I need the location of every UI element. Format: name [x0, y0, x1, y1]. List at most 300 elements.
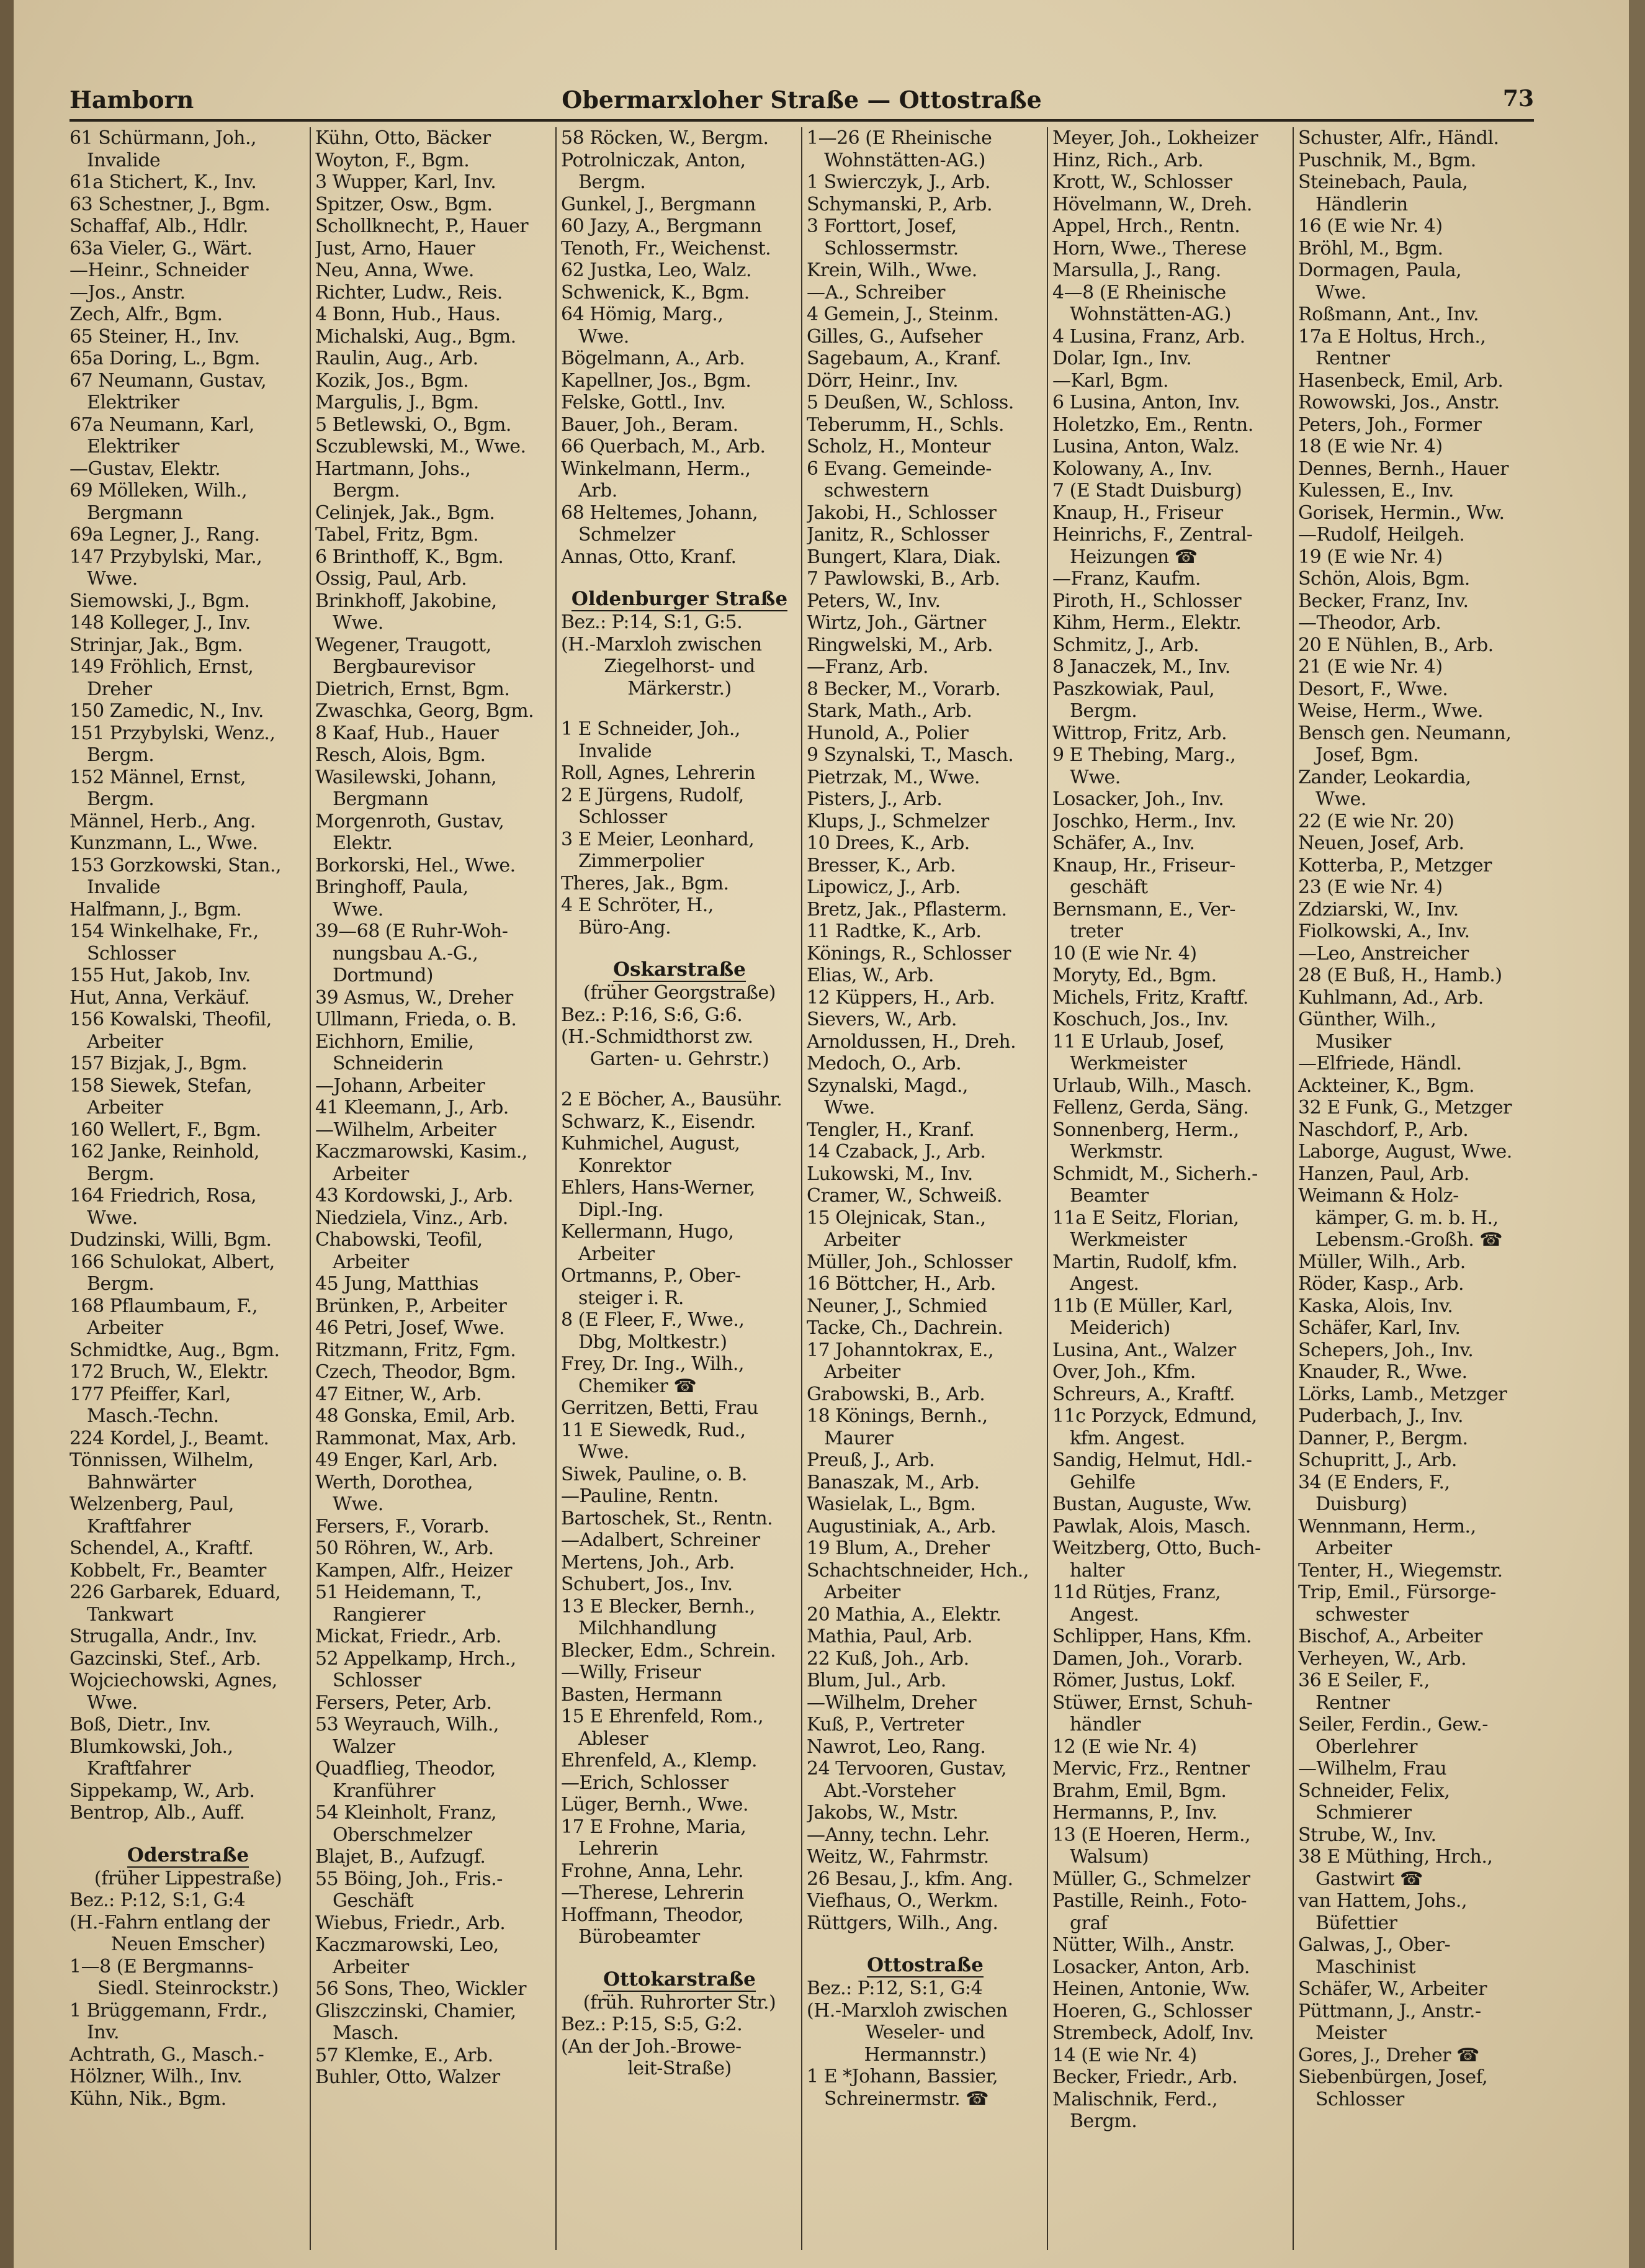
directory-entry: Röder, Kasp., Arb.	[1298, 1273, 1464, 1295]
directory-entry: 6 Brinthoff, K., Bgm.	[315, 546, 504, 568]
directory-entry: Schäfer, W., Arbeiter	[1298, 1978, 1487, 2000]
directory-entry: Ullmann, Frieda, o. B.	[315, 1009, 517, 1030]
directory-entry: Blajet, B., Aufzugf.	[315, 1846, 486, 1868]
directory-entry: Bretz, Jak., Pflasterm.	[807, 898, 1007, 920]
directory-entry: 46 Petri, Josef, Wwe.	[315, 1317, 505, 1339]
directory-entry: —Therese, Lehrerin	[561, 1882, 744, 1904]
directory-entry: 55 Böing, Joh., Fris.-	[315, 1868, 503, 1890]
header-district: Hamborn	[69, 86, 194, 114]
directory-entry: Brahm, Emil, Bgm.	[1052, 1780, 1227, 1802]
directory-entry: 8 Becker, M., Vorarb.	[807, 678, 1001, 700]
directory-entry: Puschnik, M., Bgm.	[1298, 149, 1476, 171]
directory-entry: 22 (E wie Nr. 20)	[1298, 810, 1455, 832]
directory-entry: 10 Drees, K., Arb.	[807, 832, 970, 854]
directory-entry: Kozik, Jos., Bgm.	[315, 369, 469, 392]
entry-continuation: Arbeiter	[824, 1361, 900, 1383]
directory-entry: Mickat, Friedr., Arb.	[315, 1626, 501, 1647]
entry-continuation: Inv.	[87, 2022, 120, 2043]
entry-continuation: Arbeiter	[333, 1251, 409, 1273]
directory-entry: 5 Deußen, W., Schloss.	[807, 392, 1014, 413]
entry-continuation: Arbeiter	[333, 1163, 409, 1185]
directory-entry: Malischnik, Ferd.,	[1052, 2088, 1218, 2110]
entry-continuation: Zimmerpolier	[578, 850, 704, 872]
directory-entry: 39 Asmus, W., Dreher	[315, 986, 513, 1009]
directory-entry: 158 Siewek, Stefan,	[69, 1074, 253, 1097]
directory-entry: —Leo, Anstreicher	[1298, 942, 1469, 965]
directory-entry: Krein, Wilh., Wwe.	[807, 259, 977, 281]
street-heading	[561, 587, 798, 611]
directory-entry: Könings, R., Schlosser	[807, 942, 1011, 965]
directory-entry: Neu, Anna, Wwe.	[315, 259, 474, 281]
directory-entry: Ossig, Paul, Arb.	[315, 568, 467, 590]
directory-entry: Kuhlmann, Ad., Arb.	[1298, 986, 1484, 1009]
directory-entry: Peters, W., Inv.	[807, 590, 941, 612]
directory-entry: Becker, Friedr., Arb.	[1052, 2066, 1238, 2088]
directory-entry: Pastille, Reinh., Foto-	[1052, 1890, 1247, 1912]
directory-entry: Zwaschka, Georg, Bgm.	[315, 700, 534, 722]
directory-entry: Horn, Wwe., Therese	[1052, 237, 1247, 259]
directory-entry: Over, Joh., Kfm.	[1052, 1361, 1196, 1383]
directory-entry: Ackteiner, K., Bgm.	[1298, 1074, 1474, 1097]
directory-entry: 14 (E wie Nr. 4)	[1052, 2044, 1197, 2066]
directory-entry: 62 Justka, Leo, Walz.	[561, 259, 752, 281]
directory-entry: 47 Eitner, W., Arb.	[315, 1383, 482, 1405]
directory-entry: Morgenroth, Gustav,	[315, 810, 504, 832]
directory-entry: Kulessen, E., Inv.	[1298, 480, 1454, 502]
directory-entry: Quadflieg, Theodor,	[315, 1758, 496, 1780]
directory-entry: 58 Röcken, W., Bergm.	[561, 127, 769, 149]
directory-entry: 66 Querbach, M., Arb.	[561, 436, 766, 457]
directory-entry: Hut, Anna, Verkäuf.	[69, 986, 250, 1009]
section-gap	[807, 1934, 1044, 1953]
directory-entry: Bischof, A., Arbeiter	[1298, 1626, 1482, 1647]
directory-entry: Kuß, P., Vertreter	[807, 1714, 964, 1735]
directory-entry: Seiler, Ferdin., Gew.-	[1298, 1714, 1488, 1735]
directory-entry: Wirtz, Joh., Gärtner	[807, 612, 986, 634]
directory-entry: Kuhmichel, August,	[561, 1133, 740, 1154]
directory-entry: —Wilhelm, Frau	[1298, 1758, 1447, 1780]
directory-entry: 34 (E Enders, F.,	[1298, 1471, 1450, 1493]
entry-continuation: Schmierer	[1316, 1802, 1412, 1824]
column-3	[561, 127, 798, 2250]
directory-entry: Fiolkowski, A., Inv.	[1298, 920, 1470, 942]
directory-entry: 13 E Blecker, Bernh.,	[561, 1595, 755, 1618]
directory-entry: Sippekamp, W., Arb.	[69, 1780, 255, 1802]
entry-continuation: Invalide	[87, 876, 161, 898]
entry-continuation: Wwe.	[1316, 281, 1366, 304]
section-gap	[561, 1070, 798, 1089]
directory-entry: Damen, Joh., Vorarb.	[1052, 1647, 1243, 1670]
entry-continuation: Rentner	[1316, 348, 1390, 369]
directory-entry: 4 Gemein, J., Steinm.	[807, 304, 999, 325]
directory-entry: Galwas, J., Ober-	[1298, 1934, 1451, 1956]
directory-entry: Bungert, Klara, Diak.	[807, 546, 1002, 568]
directory-entry: Stark, Math., Arb.	[807, 700, 972, 722]
directory-entry: Strembeck, Adolf, Inv.	[1052, 2022, 1254, 2044]
directory-entry: Männel, Herb., Ang.	[69, 810, 256, 832]
directory-entry: Woyton, F., Bgm.	[315, 149, 470, 171]
directory-entry: (H.-Marxloh zwischen	[561, 633, 762, 655]
directory-entry: Hoffmann, Theodor,	[561, 1904, 744, 1926]
entry-continuation: Werkmstr.	[1070, 1141, 1163, 1163]
directory-entry: Pisters, J., Arb.	[807, 788, 943, 810]
directory-entry: 50 Röhren, W., Arb.	[315, 1537, 494, 1559]
entry-continuation: Kraftfahrer	[87, 1758, 191, 1780]
directory-entry: Hasenbeck, Emil, Arb.	[1298, 369, 1504, 392]
entry-continuation: Wwe.	[87, 1207, 138, 1229]
column-rule	[1293, 127, 1294, 2250]
directory-entry: 41 Kleemann, J., Arb.	[315, 1097, 509, 1118]
directory-entry: Schepers, Joh., Inv.	[1298, 1339, 1474, 1361]
directory-entry: 8 (E Fleer, F., Wwe.,	[561, 1309, 745, 1331]
entry-continuation: Arbeiter	[87, 1317, 163, 1339]
entry-continuation: Dortmund)	[333, 965, 434, 986]
entry-continuation: Arbeiter	[824, 1582, 900, 1603]
directory-entry: Blum, Jul., Arb.	[807, 1670, 946, 1691]
directory-entry: Schäfer, Karl, Inv.	[1298, 1317, 1461, 1339]
directory-entry: 18 (E wie Nr. 4)	[1298, 436, 1443, 457]
directory-entry: Siwek, Pauline, o. B.	[561, 1463, 747, 1485]
directory-entry: Tacke, Ch., Dachrein.	[807, 1317, 1003, 1339]
directory-entry: Michalski, Aug., Bgm.	[315, 325, 516, 348]
directory-entry: Krott, W., Schlosser	[1052, 171, 1232, 193]
directory-entry: —Elfriede, Händl.	[1298, 1053, 1462, 1074]
entry-continuation: Büro-Ang.	[578, 916, 671, 938]
entry-continuation: nungsbau A.-G.,	[333, 942, 478, 965]
directory-entry: Nawrot, Leo, Rang.	[807, 1735, 986, 1758]
directory-entry: Tenter, H., Wiegemstr.	[1298, 1559, 1503, 1582]
entry-continuation: Ableser	[578, 1727, 648, 1750]
entry-continuation: Musiker	[1316, 1030, 1391, 1053]
directory-entry: 15 Olejnicak, Stan.,	[807, 1207, 986, 1229]
directory-entry: Gilles, G., Aufseher	[807, 325, 983, 348]
directory-entry: Cramer, W., Schweiß.	[807, 1185, 1002, 1207]
directory-entry: Sandig, Helmut, Hdl.-	[1052, 1449, 1252, 1471]
entry-continuation: Elektriker	[87, 436, 179, 457]
entry-continuation: Walzer	[333, 1735, 395, 1758]
directory-entry: Zander, Leokardia,	[1298, 766, 1471, 788]
directory-entry: Bresser, K., Arb.	[807, 854, 956, 876]
directory-entry: Just, Arno, Hauer	[315, 237, 475, 259]
column-5	[1052, 127, 1289, 2250]
entry-continuation: Werkmeister	[1070, 1229, 1187, 1251]
directory-entry: Roll, Agnes, Lehrerin	[561, 762, 756, 784]
directory-entry: Weimann & Holz-	[1298, 1185, 1459, 1207]
entry-continuation: Bergm.	[578, 171, 646, 193]
street-heading	[561, 1967, 798, 1992]
directory-entry: Margulis, J., Bgm.	[315, 392, 479, 413]
directory-entry: Szynalski, Magd.,	[807, 1074, 968, 1097]
entry-continuation: Bergbaurevisor	[333, 656, 475, 678]
directory-entry: Zdziarski, W., Inv.	[1298, 898, 1459, 920]
directory-entry: Boß, Dietr., Inv.	[69, 1714, 211, 1735]
directory-entry: Strinjar, Jak., Bgm.	[69, 634, 243, 656]
directory-entry: Sczublewski, M., Wwe.	[315, 436, 526, 457]
directory-entry: Neuner, J., Schmied	[807, 1295, 987, 1317]
entry-continuation: Rentner	[1316, 1691, 1390, 1714]
directory-entry: Siemowski, J., Bgm.	[69, 590, 250, 612]
directory-entry: Ringwelski, M., Arb.	[807, 634, 993, 656]
directory-entry: Teberumm, H., Schls.	[807, 413, 1004, 436]
directory-entry: 11a E Seitz, Florian,	[1052, 1207, 1239, 1229]
directory-entry: 9 Szynalski, T., Masch.	[807, 744, 1014, 766]
directory-entry: 61 Schürmann, Joh.,	[69, 127, 257, 149]
directory-entry: Annas, Otto, Kranf.	[561, 546, 737, 568]
directory-entry: 157 Bizjak, J., Bgm.	[69, 1053, 248, 1074]
directory-entry: 2 E Böcher, A., Bausühr.	[561, 1089, 782, 1110]
directory-entry: Blecker, Edm., Schrein.	[561, 1639, 776, 1662]
entry-continuation: halter	[1070, 1559, 1124, 1582]
directory-entry: 64 Hömig, Marg.,	[561, 304, 724, 325]
entry-continuation: Bergmann	[87, 502, 183, 524]
directory-entry: 9 E Thebing, Marg.,	[1052, 744, 1236, 766]
entry-continuation: Händlerin	[1316, 193, 1408, 215]
directory-entry: Pietrzak, M., Wwe.	[807, 766, 980, 788]
directory-entry: 152 Männel, Ernst,	[69, 766, 246, 788]
section-note: Hermannstr.)	[864, 2043, 987, 2066]
directory-entry: Chabowski, Teofil,	[315, 1229, 483, 1251]
entry-continuation: Maschinist	[1316, 1956, 1416, 1978]
directory-entry: Niedziela, Vinz., Arb.	[315, 1207, 508, 1229]
directory-entry: —Gustav, Elektr.	[69, 457, 221, 480]
entry-continuation: Lehrerin	[578, 1838, 658, 1860]
directory-entry: 11b (E Müller, Karl,	[1052, 1295, 1233, 1317]
directory-entry: Peters, Joh., Former	[1298, 413, 1482, 436]
directory-entry: Schubert, Jos., Inv.	[561, 1573, 733, 1595]
directory-entry: Theres, Jak., Bgm.	[561, 872, 729, 894]
directory-entry: Kaska, Alois, Inv.	[1298, 1295, 1453, 1317]
directory-entry: 155 Hut, Jakob, Inv.	[69, 965, 251, 986]
directory-entry: 67 Neumann, Gustav,	[69, 369, 267, 392]
directory-entry: Klups, J., Schmelzer	[807, 810, 989, 832]
directory-entry: Grabowski, B., Arb.	[807, 1383, 985, 1405]
directory-entry: —A., Schreiber	[807, 281, 945, 304]
directory-entry: Knaup, H., Friseur	[1052, 502, 1223, 524]
directory-entry: 69a Legner, J., Rang.	[69, 524, 260, 546]
directory-entry: 56 Sons, Theo, Wickler	[315, 1978, 526, 2000]
entry-continuation: Kranführer	[333, 1780, 436, 1802]
directory-entry: Gliszczinski, Chamier,	[315, 2000, 516, 2022]
directory-entry: Weitzberg, Otto, Buch-	[1052, 1537, 1261, 1559]
entry-continuation: Bahnwärter	[87, 1471, 196, 1493]
directory-entry: Heinen, Antonie, Ww.	[1052, 1978, 1250, 2000]
directory-entry: Bez.: P:12, S:1, G:4	[807, 1978, 983, 1999]
directory-entry: Hoeren, G., Schlosser	[1052, 2000, 1252, 2022]
entry-continuation: steiger i. R.	[578, 1287, 684, 1309]
entry-continuation: Arbeiter	[1316, 1537, 1392, 1559]
directory-entry: Schendel, A., Kraftf.	[69, 1537, 254, 1559]
entry-continuation: Meiderich)	[1070, 1317, 1170, 1339]
directory-entry: Bez.: P:12, S:1, G:4	[69, 1889, 246, 1911]
directory-entry: Weise, Herm., Wwe.	[1298, 700, 1484, 722]
directory-entry: Felske, Gottl., Inv.	[561, 392, 726, 413]
directory-entry: Bauer, Joh., Beram.	[561, 413, 738, 436]
directory-entry: 68 Heltemes, Johann,	[561, 502, 758, 524]
directory-entry: —Theodor, Arb.	[1298, 612, 1441, 634]
directory-entry: Roßmann, Ant., Inv.	[1298, 304, 1479, 325]
directory-entry: Rammonat, Max, Arb.	[315, 1427, 517, 1449]
entry-continuation: Abt.-Vorsteher	[824, 1780, 956, 1802]
entry-continuation: Arb.	[578, 480, 617, 502]
directory-entry: 156 Kowalski, Theofil,	[69, 1009, 272, 1030]
directory-entry: 148 Kolleger, J., Inv.	[69, 612, 251, 634]
entry-continuation: Bergm.	[1070, 700, 1137, 722]
entry-continuation: Bergm.	[87, 788, 155, 810]
directory-entry: Müller, Joh., Schlosser	[807, 1251, 1012, 1273]
entry-continuation: Bergm.	[87, 1163, 155, 1185]
entry-continuation: Wohnstätten-AG.)	[824, 149, 985, 171]
directory-entry: 16 (E wie Nr. 4)	[1298, 215, 1443, 237]
entry-continuation: Geschäft	[333, 1890, 414, 1912]
directory-entry: Lusina, Anton, Walz.	[1052, 436, 1240, 457]
directory-entry: 28 (E Buß, H., Hamb.)	[1298, 965, 1502, 986]
directory-entry: 1 Swierczyk, J., Arb.	[807, 171, 990, 193]
directory-entry: Holetzko, Em., Rentn.	[1052, 413, 1253, 436]
directory-entry: 63a Vieler, G., Wärt.	[69, 237, 253, 259]
directory-entry: Hövelmann, W., Dreh.	[1052, 193, 1252, 215]
directory-entry: 17 E Frohne, Maria,	[561, 1816, 746, 1838]
street-heading	[69, 1843, 307, 1868]
directory-entry: Marsulla, J., Rang.	[1052, 259, 1221, 281]
directory-entry: —Pauline, Rentn.	[561, 1485, 719, 1507]
directory-entry: 8 Janaczek, M., Inv.	[1052, 656, 1230, 678]
directory-entry: Michels, Fritz, Kraftf.	[1052, 986, 1248, 1009]
entry-continuation: Masch.-Techn.	[87, 1405, 219, 1427]
entry-continuation: Bergm.	[87, 744, 155, 766]
page-number: 73	[1502, 86, 1534, 112]
directory-entry: Gazcinski, Stef., Arb.	[69, 1647, 261, 1670]
directory-entry: 19 (E wie Nr. 4)	[1298, 546, 1443, 568]
directory-entry: Bustan, Auguste, Ww.	[1052, 1493, 1252, 1515]
directory-entry: Schaffaf, Alb., Hdlr.	[69, 215, 248, 237]
directory-entry: Banaszak, M., Arb.	[807, 1471, 980, 1493]
directory-entry: Wiebus, Friedr., Arb.	[315, 1912, 506, 1934]
entry-continuation: Wwe.	[87, 568, 138, 590]
street-heading-text: Oldenburger Straße	[571, 588, 788, 610]
directory-entry: Siebenbürgen, Josef,	[1298, 2066, 1488, 2088]
directory-entry: Hermanns, P., Inv.	[1052, 1802, 1217, 1824]
directory-entry: Paszkowiak, Paul,	[1052, 678, 1215, 700]
entry-continuation: Heizungen ☎	[1070, 546, 1198, 568]
entry-continuation: Wwe.	[333, 898, 383, 920]
directory-entry: Schlipper, Hans, Kfm.	[1052, 1626, 1252, 1647]
directory-entry: Schupritt, J., Arb.	[1298, 1449, 1457, 1471]
directory-entry: Schwarz, K., Eisendr.	[561, 1110, 756, 1133]
directory-entry: Ehrenfeld, A., Klemp.	[561, 1750, 758, 1771]
directory-entry: Laborge, August, Wwe.	[1298, 1141, 1512, 1163]
entry-continuation: Schlossermstr.	[824, 237, 959, 259]
directory-entry: —Anny, techn. Lehr.	[807, 1824, 990, 1846]
directory-entry: —Rudolf, Heilgeh.	[1298, 524, 1465, 546]
entry-continuation: Arbeiter	[87, 1097, 163, 1118]
street-heading-text: Oskarstraße	[613, 958, 746, 981]
directory-entry: 164 Friedrich, Rosa,	[69, 1185, 257, 1207]
entry-continuation: treter	[1070, 920, 1123, 942]
directory-entry: Preuß, J., Arb.	[807, 1449, 935, 1471]
directory-entry: 11 E Siewedk, Rud.,	[561, 1419, 746, 1441]
directory-entry: Hölzner, Wilh., Inv.	[69, 2066, 243, 2087]
entry-continuation: Konrektor	[578, 1154, 671, 1177]
section-note: Ziegelhorst- und	[604, 655, 755, 677]
directory-entry: Hinz, Rich., Arb.	[1052, 149, 1204, 171]
entry-continuation: Tankwart	[87, 1603, 174, 1626]
directory-entry: Dietrich, Ernst, Bgm.	[315, 678, 510, 700]
directory-entry: Basten, Hermann	[561, 1683, 722, 1706]
street-heading-text: Ottostraße	[867, 1954, 984, 1976]
directory-entry: 2 E Jürgens, Rudolf,	[561, 784, 744, 806]
directory-entry: 226 Garbarek, Eduard,	[69, 1582, 281, 1603]
directory-entry: Dolar, Ign., Inv.	[1052, 348, 1192, 369]
directory-entry: Sonnenberg, Herm.,	[1052, 1118, 1239, 1141]
entry-continuation: Wwe.	[1070, 766, 1121, 788]
directory-entry: Stüwer, Ernst, Schuh-	[1052, 1691, 1253, 1714]
directory-entry: Kolowany, A., Inv.	[1052, 457, 1212, 480]
entry-continuation: Schlosser	[333, 1670, 421, 1691]
directory-entry: Appel, Hrch., Rentn.	[1052, 215, 1240, 237]
section-gap	[561, 568, 798, 587]
section-note: Garten- u. Gehrstr.)	[589, 1048, 769, 1070]
directory-entry: Schäfer, A., Inv.	[1052, 832, 1195, 854]
entry-continuation: Schlosser	[578, 806, 667, 828]
entry-continuation: Angest.	[1070, 1273, 1139, 1295]
directory-entry: Gunkel, J., Bergmann	[561, 193, 756, 215]
entry-continuation: Kraftfahrer	[87, 1515, 191, 1537]
directory-entry: Eichhorn, Emilie,	[315, 1030, 474, 1053]
entry-continuation: Bergmann	[333, 788, 429, 810]
directory-entry: Kapellner, Jos., Bgm.	[561, 369, 751, 392]
directory-entry: Moryty, Ed., Bgm.	[1052, 965, 1217, 986]
directory-entry: 45 Jung, Matthias	[315, 1273, 479, 1295]
entry-continuation: Schreinermstr. ☎	[824, 2087, 989, 2110]
directory-entry: 23 (E wie Nr. 4)	[1298, 876, 1443, 898]
entry-continuation: Meister	[1316, 2022, 1387, 2044]
directory-entry: Koschuch, Jos., Inv.	[1052, 1009, 1229, 1030]
section-note: Weseler- und	[865, 2022, 985, 2043]
directory-entry: 60 Jazy, A., Bergmann	[561, 215, 762, 237]
directory-entry: 166 Schulokat, Albert,	[69, 1251, 275, 1273]
directory-entry: Müller, G., Schmelzer	[1052, 1868, 1250, 1890]
directory-entry: 53 Weyrauch, Wilh.,	[315, 1714, 499, 1735]
directory-entry: Trip, Emil., Fürsorge-	[1298, 1582, 1496, 1603]
directory-entry: Lörks, Lamb., Metzger	[1298, 1383, 1507, 1405]
directory-entry: Ehlers, Hans-Werner,	[561, 1177, 755, 1199]
directory-entry: Heinrichs, F., Zentral-	[1052, 524, 1253, 546]
directory-entry: Kühn, Otto, Bäcker	[315, 127, 491, 149]
directory-entry: Martin, Rudolf, kfm.	[1052, 1251, 1238, 1273]
directory-entry: Danner, P., Bergm.	[1298, 1427, 1468, 1449]
directory-entry: 1 Brüggemann, Frdr.,	[69, 1999, 268, 2022]
directory-entry: 48 Gonska, Emil, Arb.	[315, 1405, 516, 1427]
directory-entry: Richter, Ludw., Reis.	[315, 281, 503, 304]
directory-entry: van Hattem, Johs.,	[1298, 1890, 1468, 1912]
directory-entry: 38 E Müthing, Hrch.,	[1298, 1846, 1493, 1868]
directory-entry: Welzenberg, Paul,	[69, 1493, 234, 1515]
directory-entry: Tengler, H., Kranf.	[807, 1118, 975, 1141]
directory-entry: 147 Przybylski, Mar.,	[69, 546, 262, 568]
entry-continuation: Milchhandlung	[578, 1618, 717, 1639]
directory-entry: Viefhaus, O., Werkm.	[807, 1890, 998, 1912]
directory-entry: Kühn, Nik., Bgm.	[69, 2087, 226, 2110]
directory-entry: Desort, F., Wwe.	[1298, 678, 1448, 700]
column-1	[69, 127, 307, 2250]
directory-entry: Becker, Franz, Inv.	[1298, 590, 1469, 612]
directory-entry: Celinjek, Jak., Bgm.	[315, 502, 495, 524]
directory-entry: Rowowski, Jos., Anstr.	[1298, 392, 1500, 413]
directory-entry: Lukowski, M., Inv.	[807, 1163, 973, 1185]
directory-entry: Winkelmann, Herm.,	[561, 457, 751, 480]
entry-continuation: Walsum)	[1070, 1846, 1149, 1868]
street-heading	[807, 1953, 1044, 1978]
